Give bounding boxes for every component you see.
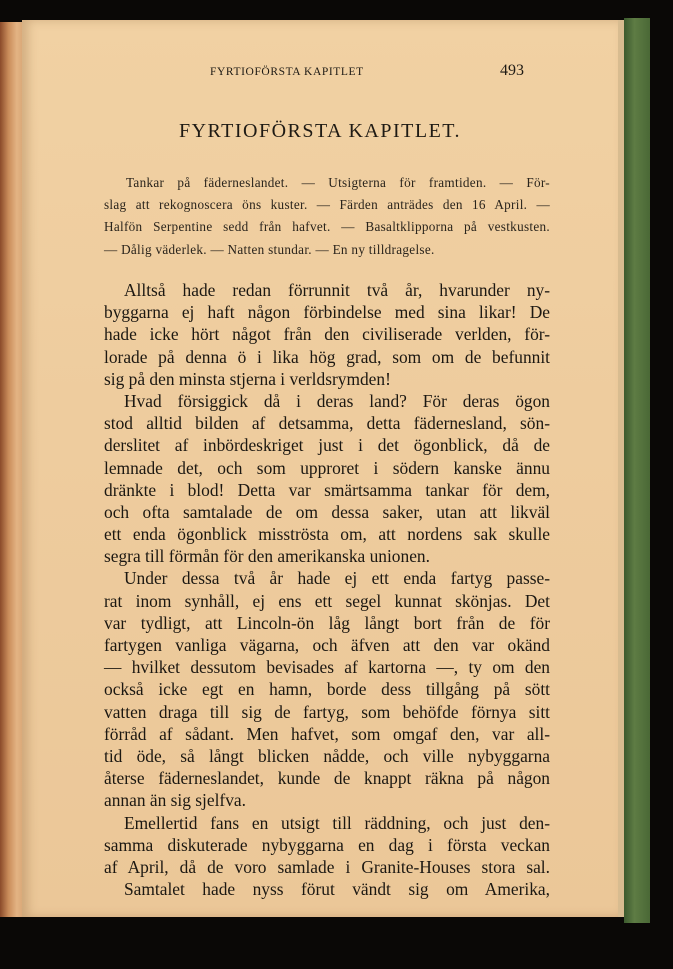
running-title: FYRTIOFÖRSTA KAPITLET: [210, 66, 364, 78]
text-line: dränkte i blod! Detta var smärtsamma tankar för dem,: [104, 479, 550, 500]
text-line: rat inom synhåll, ej ens ett segel kunnat skönjas. Det: [104, 590, 550, 611]
summary-line: Tankar på fäderneslandet. — Utsigterna för framtiden. — För-: [126, 175, 550, 190]
text-line: stod alltid bilden af detsamma, detta fädernesland, sön-: [104, 413, 550, 434]
text-line: lorade på denna ö i lika hög grad, som om de befunnit: [104, 346, 550, 367]
text-line: och ofta samtalade de om dessa saker, utan att likväl: [104, 501, 550, 522]
text-line: återse fäderneslandet, kunde de knappt räkna på någon: [104, 768, 550, 789]
text-line: fartygen vanliga vägarna, och äfven att den var okänd: [104, 635, 550, 655]
text-line: Under dessa två år hade ej ett enda fartyg passe-: [124, 568, 550, 589]
text-line: Alltså hade redan förrunnit två år, hvarunder ny-: [124, 280, 550, 300]
text-line: derslitet af inbördeskriget just i det ögonblick, då de: [104, 435, 550, 456]
book-page: [22, 20, 618, 917]
body-text: [104, 279, 550, 900]
text-line: segra till förmån för den amerikanska unionen.: [104, 546, 430, 567]
text-line: ett enda ögonblick misströsta om, att nordens sak skulle: [104, 524, 550, 545]
chapter-summary: [104, 173, 550, 262]
page-number: 493: [500, 62, 524, 79]
text-line: också icke egt en hamn, borde dess tillgång på sött: [104, 679, 550, 700]
text-line: — hvilket dessutom bevisades af kartorna —, ty om den: [104, 657, 550, 678]
text-line: annan än sig sjelfva.: [104, 790, 246, 811]
book-spine-left: [0, 22, 24, 917]
text-line: byggarna ej haft någon förbindelse med sina likar! De: [104, 302, 550, 323]
summary-line: slag att rekognoscera öns kuster. — Färden anträdes den 16 April. —: [104, 197, 550, 213]
text-line: vatten draga till sig de fartyg, som behöfde förnya sitt: [104, 701, 550, 722]
running-head: [22, 62, 618, 82]
summary-line: Halfön Serpentine sedd från hafvet. — Basaltklipporna på vestkusten.: [104, 219, 550, 235]
text-line: förråd af sådant. Men hafvet, som omgaf den, var all-: [104, 723, 550, 744]
chapter-title: FYRTIOFÖRSTA KAPITLET.: [178, 120, 462, 142]
book-cover-edge: [624, 18, 650, 923]
text-line: sig på den minsta stjerna i verldsrymden!: [104, 368, 391, 389]
text-line: samma diskuterade nybyggarna en dag i första veckan: [104, 834, 550, 855]
text-line: af April, då de voro samlade i Granite-Houses stora sal.: [104, 856, 550, 877]
summary-line: — Dålig väderlek. — Natten stundar. — En ny tilldragelse.: [104, 241, 435, 257]
text-line: var tydligt, att Lincoln-ön låg långt bort från de för: [104, 612, 550, 633]
text-line: lemnade det, och som upproret i södern kanske ännu: [104, 457, 550, 478]
text-line: tid öde, så långt blicken nådde, och ville nybyggarna: [104, 745, 550, 766]
text-line: hade icke hört något från den civiliserade verlden, för-: [104, 324, 550, 345]
text-line: Hvad försiggick då i deras land? För deras ögon: [124, 390, 550, 411]
text-line: Samtalet hade nyss förut vändt sig om Amerika,: [124, 879, 550, 900]
text-line: Emellertid fans en utsigt till räddning, och just den-: [124, 812, 550, 833]
